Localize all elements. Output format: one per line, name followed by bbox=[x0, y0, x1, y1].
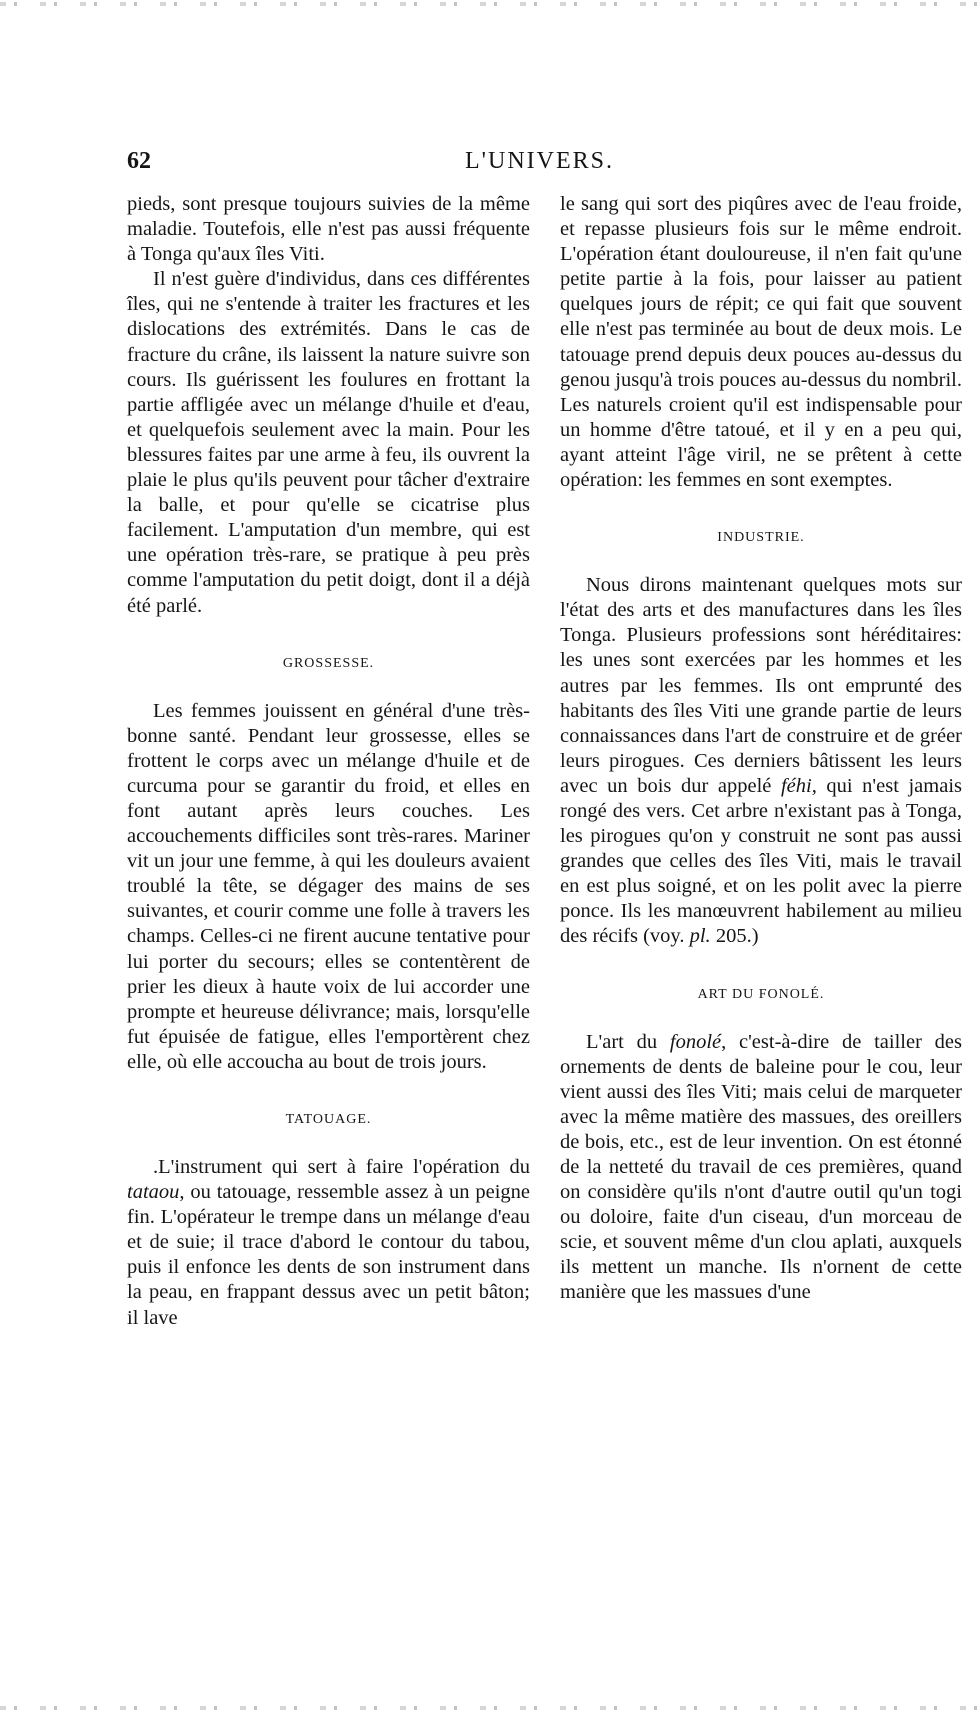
page-header bbox=[127, 148, 900, 178]
text-run: 205.) bbox=[710, 925, 759, 948]
heading-grossesse: GROSSESSE. bbox=[282, 655, 375, 671]
scan-edge-top bbox=[0, 2, 978, 6]
text-run: .L'instrument qui sert à faire l'opération du bbox=[153, 1156, 530, 1178]
paragraph-tatouage-continued: le sang qui sort des piqûres avec de l'eau froide, et repasse plusieurs fois sur le même endroit. L'opération étant douloureuse, il n'en fait qu'une petite partie à la fois, pour laisser au patient quelques jours de répit; ce qui fait que souvent elle n'est pas terminée au bout de deux mois. Le tatouage prend depuis deux pouces au-dessus du genou jusqu'à trois pouces au-dessus du nombril. Les naturels croient qu'il est indispensable pour un homme d'être tatoué, et il y en a peu qui, ayant atteint l'âge viril, ne se prêtent à cette opération: les femmes en sont exemptes. bbox=[560, 193, 962, 492]
paragraph-fractures: Il n'est guère d'individus, dans ces différentes îles, qui ne s'entende à traiter les fractures et les dislocations des extrémités. Dans le cas de fracture du crâne, ils laissent la nature suivre son cours. Ils guérissent les foulures en frottant la partie affligée avec un mélange d'huile et d'eau, et quelquefois seulement avec la main. Pour les blessures faites par une arme à feu, ils ouvrent la plaie le plus qu'ils peuvent pour tâcher d'extraire la balle, et pour qu'elle se cicatrise plus facilement. L'amputation d'un membre, qui est une opération très-rare, se pratique à peu près comme l'amputation du petit doigt, dont il a déjà été parlé. bbox=[127, 268, 530, 617]
heading-tatouage: TATOUAGE. bbox=[285, 1112, 372, 1127]
paragraph-grossesse: Les femmes jouissent en général d'une très-bonne santé. Pendant leur grossesse, elles se frottent le corps avec un mélange d'huile et de curcuma pour se garantir du froid, et elles en font autant après leurs couches. Les accouchements difficiles sont très-rares. Mariner vit un jour une femme, à qui les douleurs avaient troublé la tête, se dégager des mains de ses suivantes, et courir comme une folle à travers les champs. Celles-ci ne firent aucune tentative pour lui porter du secours; elles se contentèrent de prier les dieux à haute voix de lui accorder une prompte et heureuse délivrance; mais, lorsqu'elle fut épuisée de fatigue, elles l'emportèrent chez elle, où elle accoucha au bout de trois jours. bbox=[127, 699, 530, 1073]
heading-art-du-fonole: ART DU FONOLÉ. bbox=[697, 986, 825, 1002]
text-run: , c'est-à-dire de tailler des ornements de dents de baleine pour le cou, leur vient aussi des îles Viti; mais celui de marqueter avec la même matière des massues, des oreillers de bois, etc., est de leur invention. On est étonné de la netteté du travail de ces premières, quand on considère qu'ils n'ont d'autre outil qu'un togi ou doloire, faite d'un ciseau, d'un morceau de scie, et souvent même d'un clou aplati, auxquels ils mettent un manche. Ils n'ornent de cette manière que les massues d'une bbox=[560, 1030, 962, 1304]
text-run: Nous dirons maintenant quelques mots sur l'état des arts et des manufactures dans les îles Tonga. Plusieurs professions sont héréditaires: les unes sont exercées par les hommes et les autres par les femmes. Ils ont emprunté des habitants des îles Viti une grande partie de leurs connaissances dans l'art de construire et de gréer leurs pirogues. Ces derniers bâtissent les leurs avec un bois dur appelé bbox=[560, 574, 962, 797]
paragraph-tatouage bbox=[127, 1155, 530, 1331]
text-run: L'art du bbox=[586, 1030, 670, 1053]
italic-term-tataou: tataou bbox=[127, 1181, 180, 1204]
italic-term-pl: pl. bbox=[689, 925, 711, 948]
page-number: 62 bbox=[127, 148, 151, 174]
paragraph-fractures-intro: pieds, sont presque toujours suivies de la même maladie. Toutefois, elle n'est pas aussi fréquente à Tonga qu'aux îles Viti. bbox=[127, 193, 530, 266]
paragraph-fonole bbox=[560, 1030, 962, 1306]
paragraph-industrie bbox=[560, 573, 962, 949]
running-title: L'UNIVERS. bbox=[465, 148, 614, 174]
italic-term-fehi: féhi bbox=[780, 774, 812, 797]
text-run: , ou tatouage, ressemble assez à un peigne fin. L'opérateur le trempe dans un mélange d'eau et de suie; il trace d'abord le contour du tabou, puis il enfonce les dents de son instrument dans la peau, en frappant dessus avec un petit bâton; il lave bbox=[127, 1181, 530, 1329]
heading-industrie: INDUSTRIE. bbox=[717, 530, 805, 546]
left-column bbox=[127, 192, 530, 1331]
right-column bbox=[560, 192, 962, 1306]
italic-term-fonole: fonolé bbox=[669, 1030, 722, 1053]
text-run: , qui n'est jamais rongé des vers. Cet arbre n'existant pas à Tonga, les pirogues qu'on y construit ne sont pas aussi grandes que celles des îles Viti, mais le travail en est plus soigné, et on les polit avec la pierre ponce. Ils les manœuvrent habilement au milieu des récifs (voy. bbox=[560, 774, 962, 948]
scan-edge-bottom bbox=[0, 1706, 978, 1710]
